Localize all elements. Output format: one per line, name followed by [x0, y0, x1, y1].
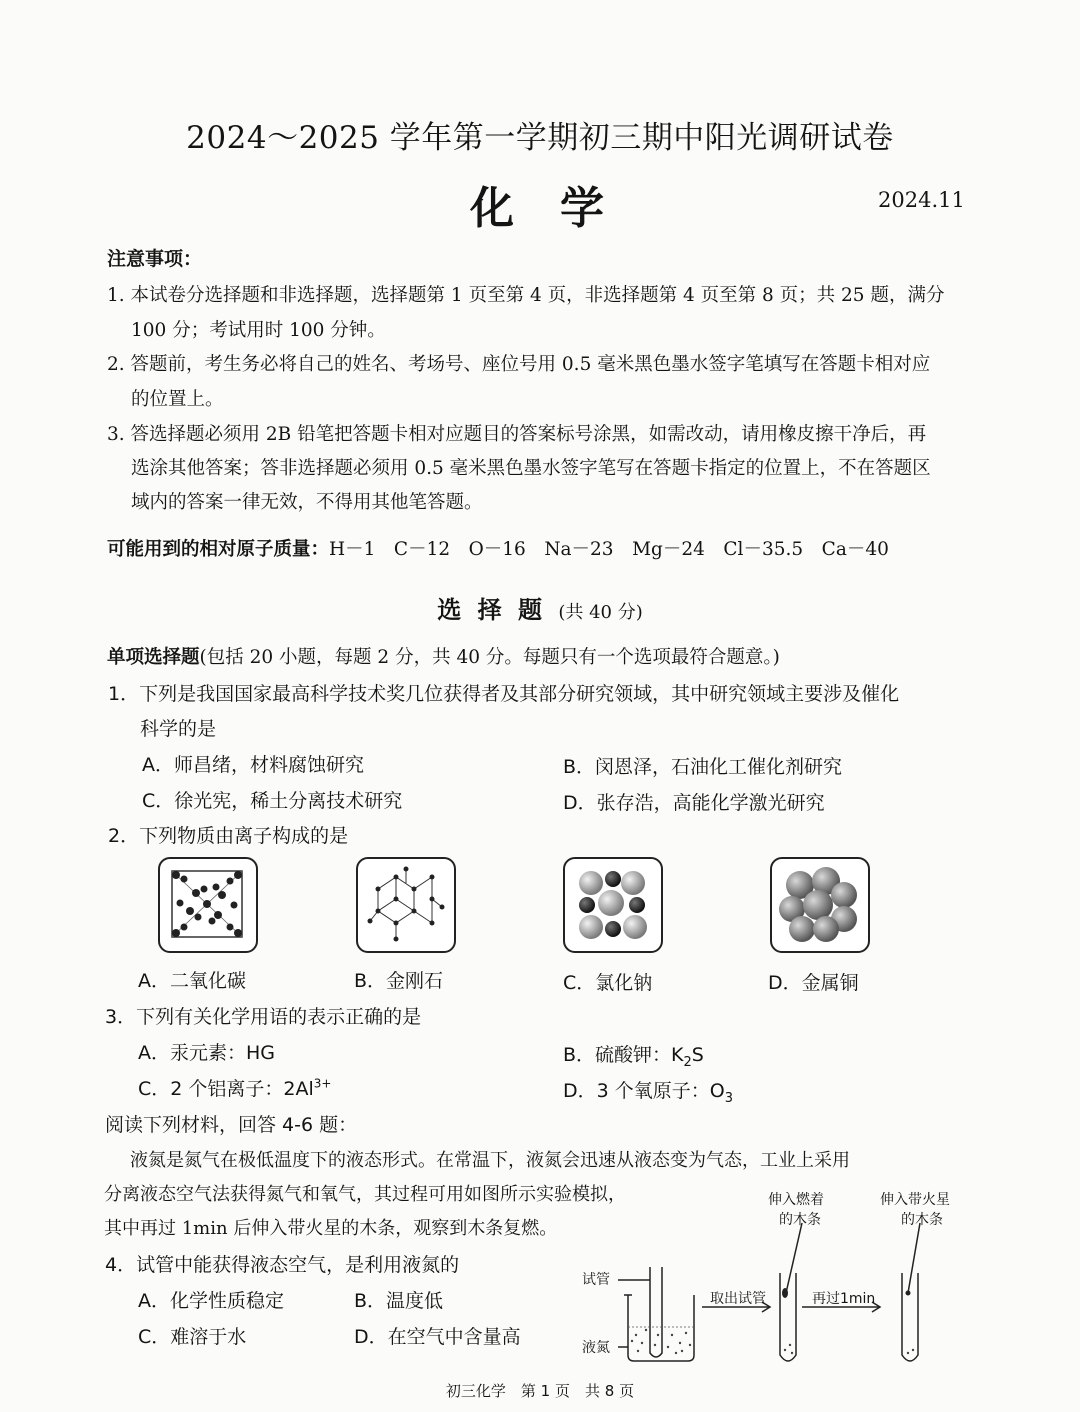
q3-option-b-text-end: S: [691, 1044, 704, 1066]
stick2-label-line2: 的木条: [901, 1212, 943, 1228]
q3-option-a: A．汞元素：HG: [138, 1042, 276, 1064]
stick2-label: [880, 1189, 950, 1229]
exam-title: 2024～2025 学年第一学期初三期中阳光调研试卷: [186, 120, 894, 156]
step2-label: 再过1min: [812, 1291, 876, 1307]
stick1-label-line1: 伸入燃着: [768, 1192, 824, 1208]
q3-option-d: [563, 1076, 733, 1106]
q3-option-d-text: D．3 个氧原子：O: [563, 1080, 725, 1102]
notice-item-2-line2: 的位置上。: [131, 389, 224, 410]
tube-label: 试管: [582, 1272, 610, 1288]
subject-title: 化学: [470, 183, 650, 234]
copper-structure-image: [770, 857, 870, 953]
diamond-structure-image: [356, 857, 456, 953]
instruction-label: 单项选择题: [107, 647, 200, 668]
q1-stem-line1: 1．下列是我国国家最高科学技术奖几位获得者及其部分研究领域，其中研究领域主要涉及催化: [108, 683, 900, 705]
q4-option-b: B．温度低: [354, 1290, 444, 1312]
instruction-text: (包括 20 小题，每题 2 分，共 40 分。每题只有一个选项最符合题意。): [199, 647, 780, 668]
q3-option-b-text: B．硫酸钾：K: [563, 1044, 684, 1066]
step1-label: 取出试管: [710, 1291, 766, 1307]
stick2-label-line1: 伸入带火星: [880, 1192, 950, 1208]
stick1-label-line2: 的木条: [779, 1212, 821, 1228]
q4-option-c: C．难溶于水: [138, 1326, 247, 1348]
q3-option-b: [563, 1040, 704, 1070]
atomic-mass-line: [107, 535, 889, 561]
q3-stem: 3．下列有关化学用语的表示正确的是: [105, 1006, 422, 1028]
q1-option-d: D．张存浩，高能化学激光研究: [563, 792, 825, 814]
q2-option-a: A．二氧化碳: [138, 970, 246, 992]
stick1-label: [768, 1189, 824, 1229]
notice-item-3-line2: 选涂其他答案；答非选择题必须用 0.5 毫米黑色墨水签字笔写在答题卡指定的位置上，不在答题区: [131, 458, 931, 479]
page-footer: 初三化学 第 1 页 共 8 页: [445, 1382, 635, 1400]
q4-option-a: A．化学性质稳定: [138, 1290, 284, 1312]
nacl-crystal-icon: [565, 859, 661, 951]
notice-item-3-line3: 域内的答案一律无效，不得用其他笔答题。: [131, 492, 483, 513]
notice-item-2-line1: 2. 答题前，考生务必将自己的姓名、考场号、座位号用 0.5 毫米黑色墨水签字笔填写在答题卡相对应: [107, 354, 931, 375]
q3-option-c: [138, 1074, 331, 1101]
q2-option-b: B．金刚石: [354, 970, 444, 992]
instruction-line: [107, 643, 780, 669]
q3-option-d-subscript: 3: [724, 1090, 733, 1106]
atomic-mass-values: H－1 C－12 O－16 Na－23 Mg－24 Cl－35.5 Ca－40: [329, 539, 889, 560]
exam-date: 2024.11: [878, 188, 965, 212]
q1-option-b: B．闵恩泽，石油化工催化剂研究: [563, 756, 843, 778]
q3-option-b-subscript: 2: [683, 1054, 692, 1070]
reading-p1: 液氮是氮气在极低温度下的液态形式。在常温下，液氮会迅速从液态变为气态，工业上采用: [130, 1150, 850, 1171]
copper-metal-icon: [772, 859, 868, 951]
q1-option-a: A．师昌绪，材料腐蚀研究: [142, 754, 364, 776]
q1-stem-line2: 科学的是: [140, 718, 217, 740]
q1-option-c: C．徐光宪，稀土分离技术研究: [142, 790, 403, 812]
q2-option-c: C．氯化钠: [563, 972, 653, 994]
liquid-nitrogen-experiment-figure: [580, 1185, 980, 1370]
section-title: 选 择 题: [437, 595, 546, 624]
q3-option-c-superscript: 3+: [313, 1076, 332, 1091]
notice-item-1-line1: 1. 本试卷分选择题和非选择题，选择题第 1 页至第 4 页，非选择题第 4 页至第 8 页；共 25 题，满分: [107, 285, 945, 306]
q4-stem: 4．试管中能获得液态空气，是利用液氮的: [105, 1254, 460, 1276]
co2-structure-image: [158, 857, 258, 953]
reading-intro: 阅读下列材料，回答 4-6 题：: [105, 1114, 358, 1136]
notice-item-3-line1: 3. 答选择题必须用 2B 铅笔把答题卡相对应题目的答案标号涂黑，如需改动，请用橡皮擦干净后，再: [107, 424, 927, 445]
diamond-lattice-icon: [358, 859, 454, 951]
atomic-mass-label: 可能用到的相对原子质量：: [107, 539, 330, 560]
section-note: (共 40 分): [558, 602, 643, 623]
q4-option-d: D．在空气中含量高: [354, 1326, 521, 1348]
liquid-nitrogen-label: 液氮: [582, 1340, 610, 1356]
notice-item-1-line2: 100 分；考试用时 100 分钟。: [131, 320, 386, 341]
notice-heading: 注意事项：: [107, 248, 203, 270]
nacl-structure-image: [563, 857, 663, 953]
q2-stem: 2．下列物质由离子构成的是: [108, 825, 349, 847]
q2-option-d: D．金属铜: [768, 972, 859, 994]
q3-option-c-text: C．2 个铝离子：2Al: [138, 1078, 314, 1100]
section-heading: [0, 590, 1080, 625]
co2-molecule-icon: [160, 859, 256, 951]
reading-p3: 其中再过 1min 后伸入带火星的木条，观察到木条复燃。: [104, 1218, 558, 1239]
reading-p2: 分离液态空气法获得氮气和氧气，其过程可用如图所示实验模拟，: [104, 1184, 626, 1205]
